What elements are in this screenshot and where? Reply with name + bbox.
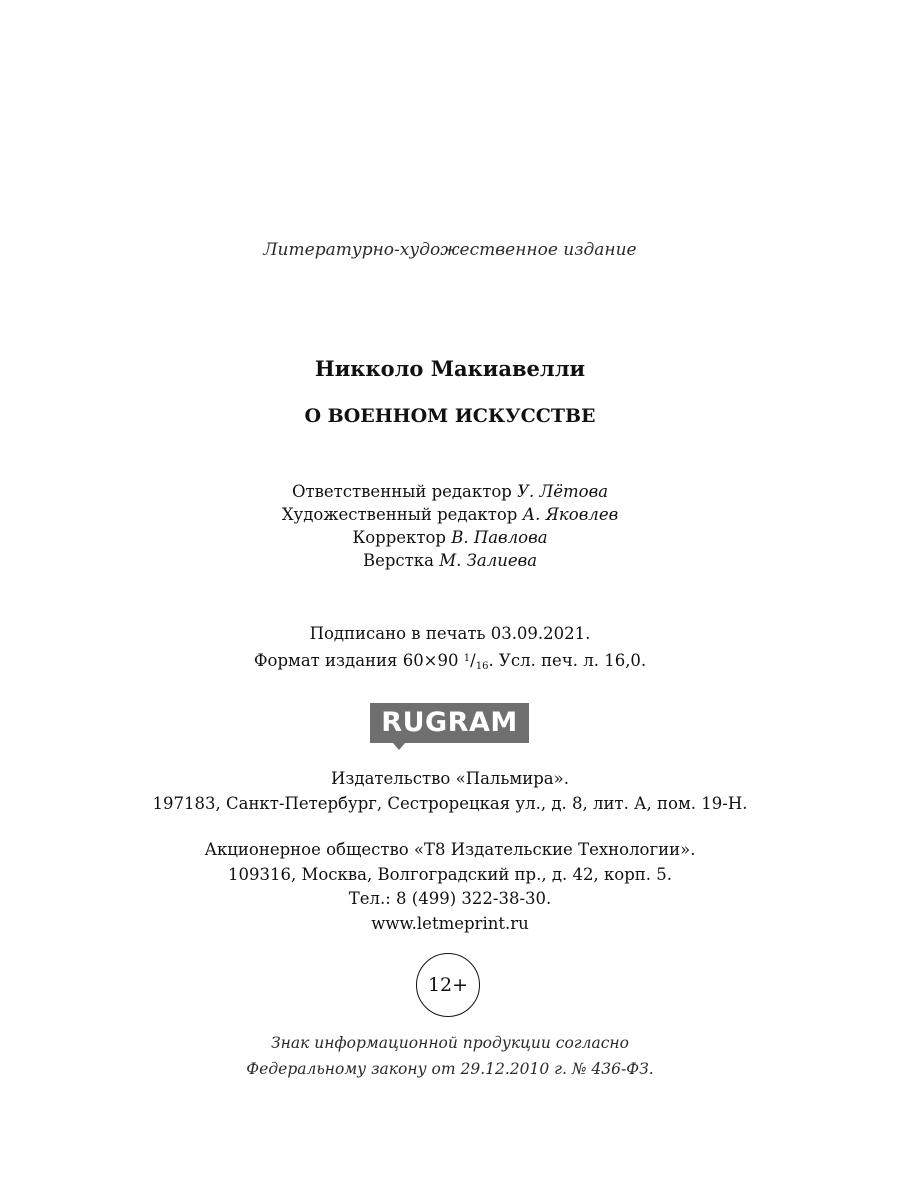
edition-type: Литературно-художественное издание	[263, 240, 637, 260]
credit-person: В. Павлова	[451, 528, 548, 547]
fraction-numerator: 1	[463, 653, 471, 664]
credit-role: Художественный редактор	[281, 505, 518, 524]
credit-line	[0, 526, 900, 549]
publisher-name: Издательство «Пальмира».	[331, 769, 569, 788]
credit-person: У. Лётова	[517, 482, 609, 501]
author-name: Никколо Макиавелли	[314, 356, 586, 381]
credit-role: Корректор	[352, 528, 446, 547]
credit-role: Верстка	[362, 551, 434, 570]
law-note	[0, 1030, 900, 1082]
credits-block	[0, 480, 900, 572]
printer-block	[0, 838, 900, 936]
credit-person: М. Залиева	[439, 551, 538, 570]
format-suffix: . Усл. печ. л. 16,0.	[488, 651, 647, 670]
law-note-line: Федеральному закону от 29.12.2010 г. № 436-ФЗ.	[246, 1060, 654, 1078]
rugram-logo: RUGRAM	[370, 703, 529, 743]
credit-line	[0, 480, 900, 503]
credit-line	[0, 549, 900, 572]
book-title: О ВОЕННОМ ИСКУССТВЕ	[304, 405, 596, 427]
print-info-block	[0, 621, 900, 679]
printer-name: Акционерное общество «Т8 Издательские Технологии».	[204, 840, 696, 859]
publisher-address: 197183, Санкт-Петербург, Сестрорецкая ул., д. 8, лит. А, пом. 19-Н.	[152, 794, 748, 813]
format-line	[0, 646, 900, 679]
format-prefix: Формат издания 60×90	[253, 651, 459, 670]
law-note-line: Знак информационной продукции согласно	[271, 1034, 629, 1052]
printer-website: www.letmeprint.ru	[371, 913, 529, 933]
format-fraction: $^1/_{16}$	[463, 651, 489, 672]
signed-date: Подписано в печать 03.09.2021.	[309, 624, 591, 643]
credit-role: Ответственный редактор	[291, 482, 512, 501]
fraction-denominator: 16	[475, 661, 489, 672]
credit-person: А. Яковлев	[522, 505, 619, 524]
printer-address: 109316, Москва, Волгоградский пр., д. 42, корп. 5.	[227, 864, 673, 884]
publisher-block	[0, 766, 900, 816]
credit-line	[0, 503, 900, 526]
logo-notch	[393, 743, 405, 750]
age-rating-badge: 12+	[416, 953, 480, 1017]
printer-phone: Тел.: 8 (499) 322-38-30.	[348, 889, 552, 908]
